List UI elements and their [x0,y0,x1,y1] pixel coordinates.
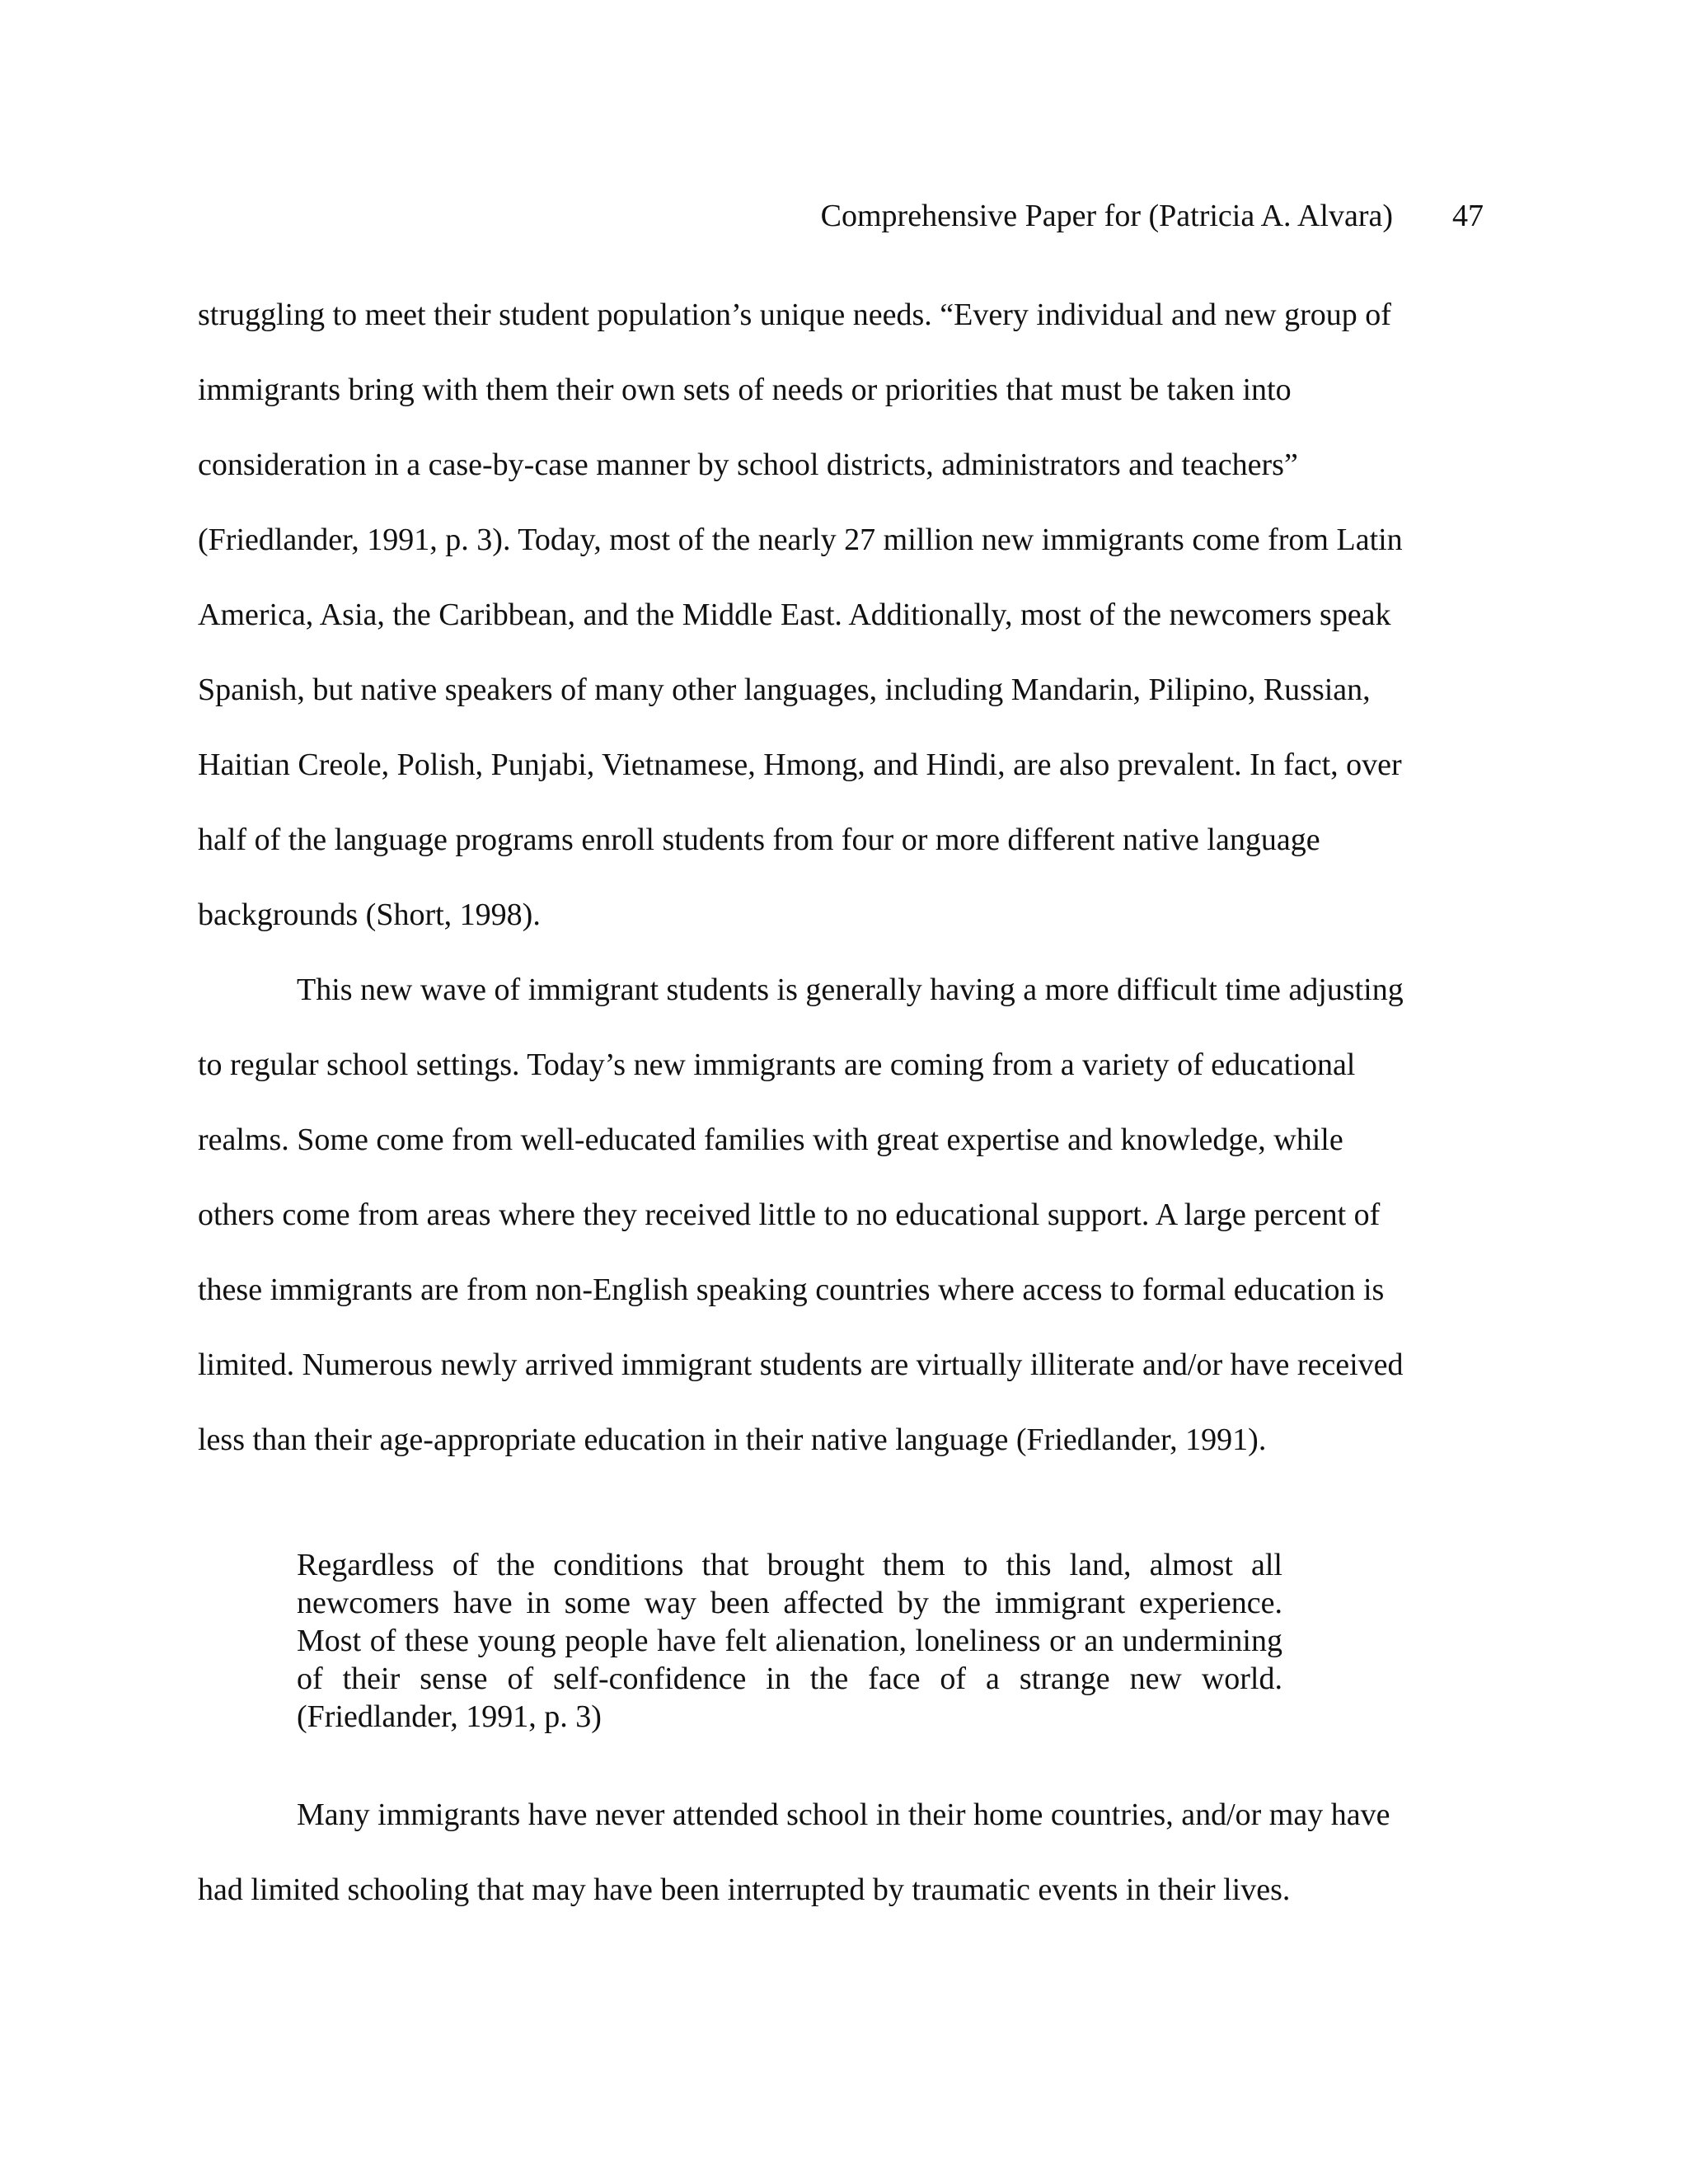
body-line: these immigrants are from non-English speaking countries where access to formal education is [198,1272,1385,1307]
body-line: had limited schooling that may have been interrupted by traumatic events in their lives. [198,1872,1291,1907]
body-line: half of the language programs enroll students from four or more different native language [198,823,1320,857]
body-line: (Friedlander, 1991, p. 3). Today, most of the nearly 27 million new immigrants come from Latin [198,523,1403,557]
body-line: struggling to meet their student population’s unique needs. “Every individual and new group of [198,298,1391,332]
page-number: 47 [1452,199,1484,233]
block-quote: Regardless of the conditions that brought them to this land, almost all newcomers have in some way been affected by the immigrant experience. Most of these young people have felt alienation, loneliness or an undermining of their sense of self-confidence in the face of a strange new world. (Friedlander, 1991, p. 3) [297,1548,1282,1734]
paragraph-first-line: Many immigrants have never attended school in their home countries, and/or may have [297,1797,1390,1832]
body-line: to regular school settings. Today’s new immigrants are coming from a variety of educational [198,1047,1356,1082]
body-line: realms. Some come from well-educated families with great expertise and knowledge, while [198,1122,1343,1157]
paragraph-first-line: This new wave of immigrant students is generally having a more difficult time adjusting [297,972,1404,1007]
body-line: others come from areas where they received little to no educational support. A large percent of [198,1197,1381,1232]
body-line: consideration in a case-by-case manner by school districts, administrators and teachers” [198,448,1298,482]
body-line: immigrants bring with them their own sets of needs or priorities that must be taken into [198,373,1292,407]
body-line: Spanish, but native speakers of many other languages, including Mandarin, Pilipino, Russian, [198,673,1371,707]
body-line: Haitian Creole, Polish, Punjabi, Vietnamese, Hmong, and Hindi, are also prevalent. In fact, over [198,748,1402,782]
running-head [821,196,1484,236]
body-line: less than their age-appropriate education in their native language (Friedlander, 1991). [198,1422,1267,1457]
body-line: limited. Numerous newly arrived immigrant students are virtually illiterate and/or have received [198,1347,1404,1382]
body-line: America, Asia, the Caribbean, and the Middle East. Additionally, most of the newcomers speak [198,598,1391,632]
body-line: backgrounds (Short, 1998). [198,898,541,932]
running-title: Comprehensive Paper for (Patricia A. Alvara) [820,199,1393,233]
